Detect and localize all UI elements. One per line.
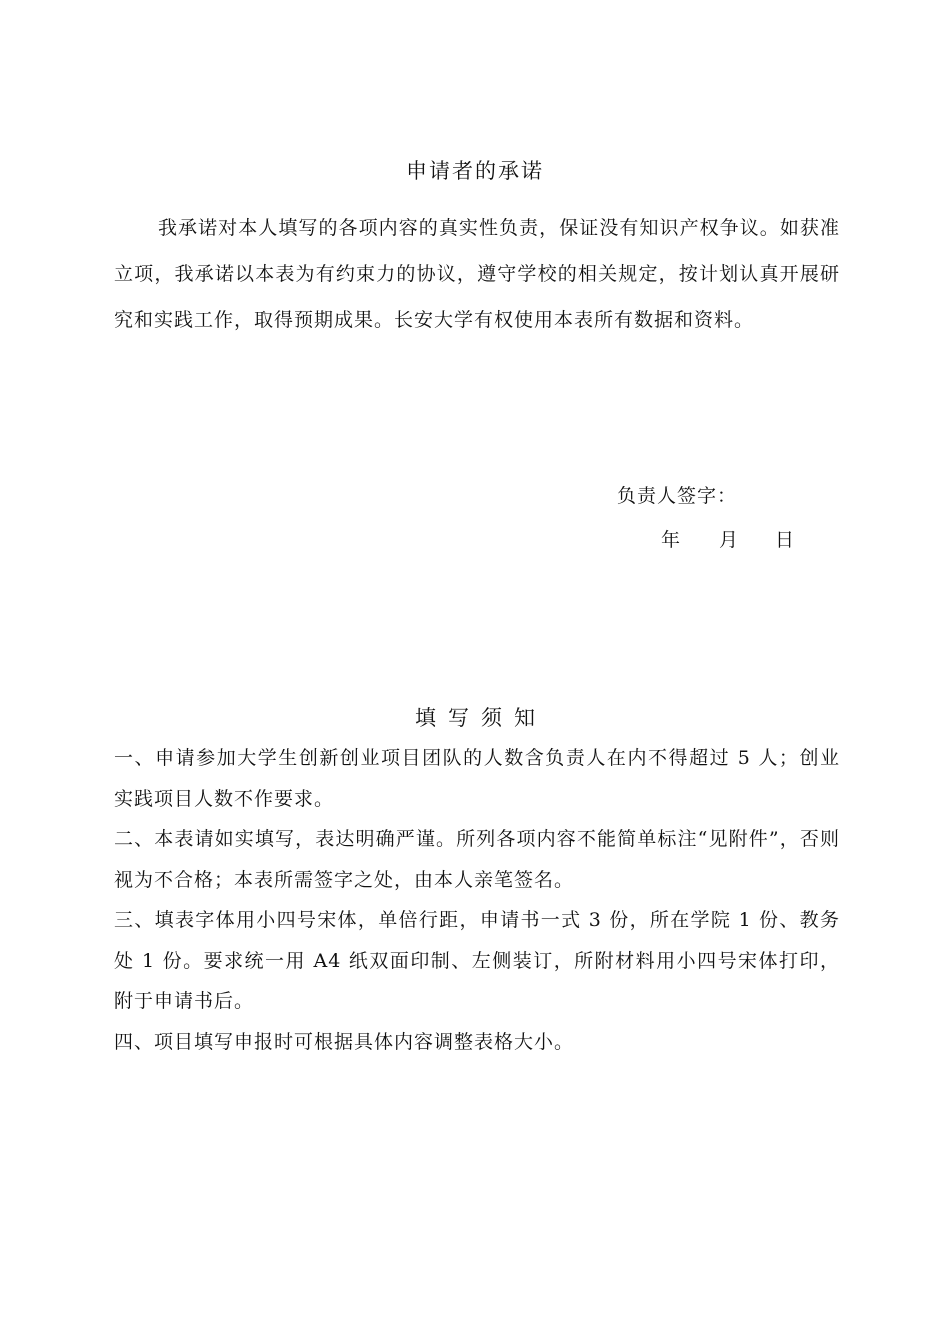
notice-item: 四、项目填写申报时可根据具体内容调整表格大小。 <box>114 1030 575 1053</box>
signature-date <box>661 525 794 552</box>
notice-item: 二、本表请如实填写，表达明确严谨。所列各项内容不能简单标注“见附件”，否则视为不合格；本表所需签字之处，由本人亲笔签名。 <box>114 828 840 891</box>
notice-item: 三、填表字体用小四号宋体，单倍行距，申请书一式 3 份，所在学院 1 份、教务处 1 份。要求统一用 A4 纸双面印制、左侧装订，所附材料用小四号宋体打印，附于申请书后。 <box>114 909 840 1012</box>
notice-title: 填写须知 <box>415 706 547 730</box>
date-month-label: 月 <box>719 529 739 551</box>
notice-list <box>114 738 840 1062</box>
signature-label: 负责人签字： <box>617 485 738 507</box>
date-day-label: 日 <box>775 529 795 551</box>
notice-item: 一、申请参加大学生创新创业项目团队的人数含负责人在内不得超过 5 人；创业实践项目人数不作要求。 <box>114 747 840 810</box>
date-year-label: 年 <box>661 529 681 551</box>
pledge-body: 我承诺对本人填写的各项内容的真实性负责，保证没有知识产权争议。如获准立项，我承诺以本表为有约束力的协议，遵守学校的相关规定，按计划认真开展研究和实践工作，取得预期成果。长安大学有权使用本表所有数据和资料。 <box>114 217 840 331</box>
pledge-title: 申请者的承诺 <box>406 159 544 183</box>
